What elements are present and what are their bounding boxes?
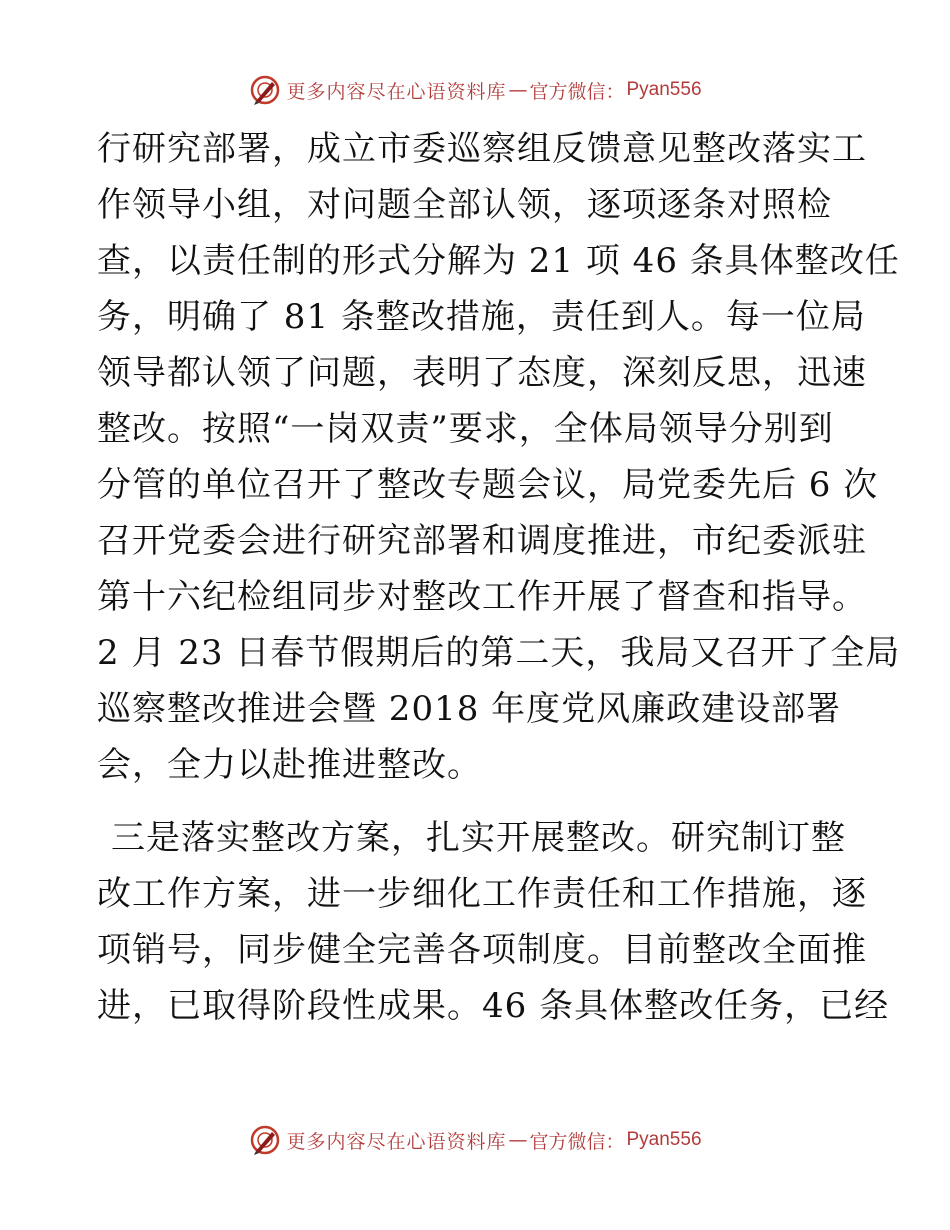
wechat-id: Pyan556	[626, 79, 702, 100]
text-line: 领导都认领了问题，表明了态度，深刻反思，迅速	[97, 353, 867, 393]
separator-dash: —	[508, 1129, 528, 1151]
text-line: 第十六纪检组同步对整改工作开展了督查和指导。	[97, 577, 867, 617]
text-line: 巡察整改推进会暨 2018 年度党风廉政建设部署	[97, 689, 842, 729]
text-line: 作领导小组，对问题全部认领，逐项逐条对照检	[97, 185, 832, 225]
text-line: 2 月 23 日春节假期后的第二天，我局又召开了全局	[97, 633, 901, 673]
text-line: 分管的单位召开了整改专题会议，局党委先后 6 次	[97, 465, 879, 505]
text-line: 查，以责任制的形式分解为 21 项 46 条具体整改任	[97, 241, 900, 281]
text-line: 会，全力以赴推进整改。	[97, 745, 482, 785]
footer-banner	[0, 1120, 950, 1160]
text-line: 召开党委会进行研究部署和调度推进，市纪委派驻	[97, 521, 867, 561]
text-line: 整改。按照“一岗双责”要求，全体局领导分别到	[97, 409, 834, 449]
wechat-label: 官方微信：	[529, 1130, 625, 1153]
site-name: 更多内容尽在心语资料库	[286, 80, 507, 103]
text-line: 进，已取得阶段性成果。46 条具体整改任务，已经	[97, 986, 890, 1026]
paragraph-2	[97, 810, 890, 1034]
text-line: 改工作方案，进一步细化工作责任和工作措施，逐	[97, 874, 867, 914]
pen-logo-icon	[248, 1123, 282, 1157]
pen-logo-icon	[248, 73, 282, 107]
text-line: 三是落实整改方案，扎实开展整改。研究制订整	[111, 818, 846, 858]
text-line: 行研究部署，成立市委巡察组反馈意见整改落实工	[97, 129, 867, 169]
document-body	[97, 121, 901, 1034]
text-line: 项销号，同步健全完善各项制度。目前整改全面推	[97, 930, 867, 970]
paragraph-1	[97, 121, 901, 793]
wechat-id: Pyan556	[626, 1129, 702, 1150]
header-banner	[0, 70, 950, 110]
site-name: 更多内容尽在心语资料库	[286, 1130, 507, 1153]
text-line: 务，明确了 81 条整改措施，责任到人。每一位局	[97, 297, 866, 337]
separator-dash: —	[508, 79, 528, 101]
wechat-label: 官方微信：	[529, 80, 625, 103]
